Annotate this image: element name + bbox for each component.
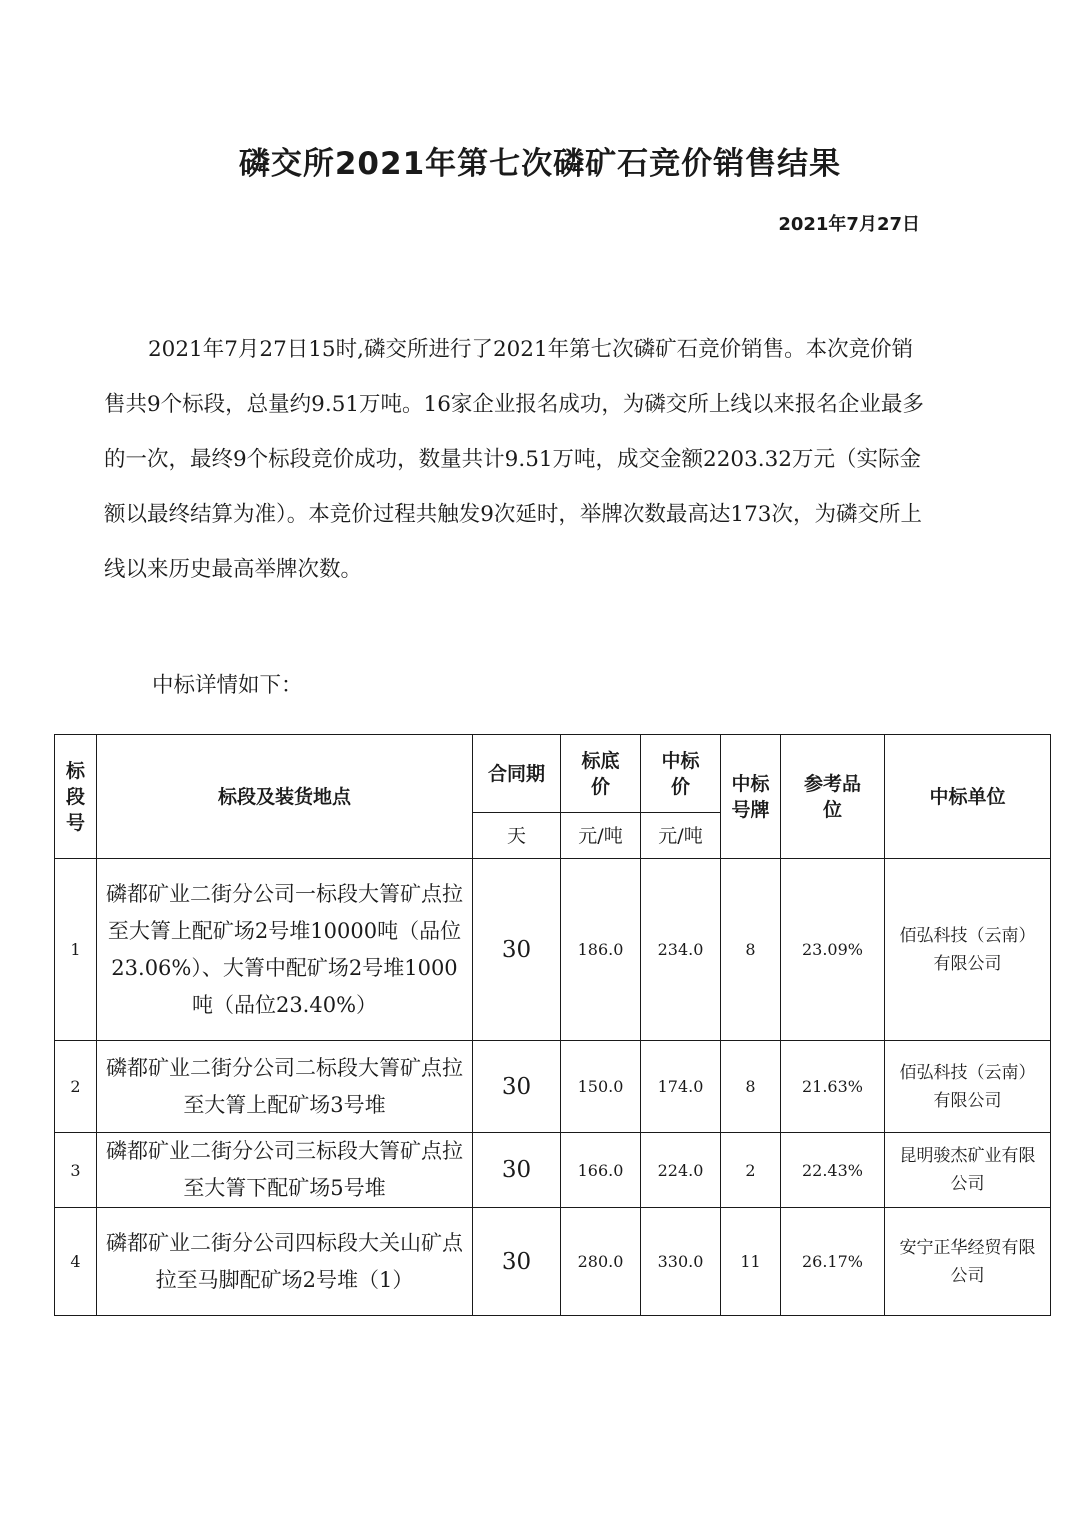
cell-grade: 22.43% bbox=[781, 1133, 885, 1208]
cell-section-no: 2 bbox=[55, 1041, 97, 1133]
cell-winner: 安宁正华经贸有限公司 bbox=[885, 1208, 1051, 1316]
cell-period: 30 bbox=[473, 1041, 561, 1133]
table-row bbox=[55, 1041, 1051, 1133]
header-win-price: 中标价 bbox=[641, 735, 721, 813]
header-grade: 参考品位 bbox=[781, 735, 885, 859]
unit-period: 天 bbox=[473, 813, 561, 859]
cell-winner: 佰弘科技（云南）有限公司 bbox=[885, 859, 1051, 1041]
cell-section-no: 1 bbox=[55, 859, 97, 1041]
unit-win-price: 元/吨 bbox=[641, 813, 721, 859]
cell-win-price: 330.0 bbox=[641, 1208, 721, 1316]
header-period: 合同期 bbox=[473, 735, 561, 813]
cell-section-no: 3 bbox=[55, 1133, 97, 1208]
cell-base-price: 186.0 bbox=[561, 859, 641, 1041]
cell-period: 30 bbox=[473, 1133, 561, 1208]
document-date: 2021年7月27日 bbox=[778, 214, 920, 235]
cell-location: 磷都矿业二街分公司四标段大关山矿点拉至马脚配矿场2号堆（1） bbox=[97, 1208, 473, 1316]
cell-win-price: 174.0 bbox=[641, 1041, 721, 1133]
cell-location: 磷都矿业二街分公司三标段大箐矿点拉至大箐下配矿场5号堆 bbox=[97, 1133, 473, 1208]
cell-bid-no: 8 bbox=[721, 859, 781, 1041]
results-table bbox=[54, 734, 1051, 1316]
header-section-no: 标段号 bbox=[55, 735, 97, 859]
cell-base-price: 280.0 bbox=[561, 1208, 641, 1316]
header-location: 标段及装货地点 bbox=[97, 735, 473, 859]
cell-win-price: 234.0 bbox=[641, 859, 721, 1041]
details-intro: 中标详情如下： bbox=[152, 673, 303, 698]
table-row bbox=[55, 859, 1051, 1041]
table-row bbox=[55, 1133, 1051, 1208]
unit-base-price: 元/吨 bbox=[561, 813, 641, 859]
cell-period: 30 bbox=[473, 1208, 561, 1316]
header-base-price: 标底价 bbox=[561, 735, 641, 813]
cell-section-no: 4 bbox=[55, 1208, 97, 1316]
cell-win-price: 224.0 bbox=[641, 1133, 721, 1208]
cell-bid-no: 11 bbox=[721, 1208, 781, 1316]
header-bid-no: 中标号牌 bbox=[721, 735, 781, 859]
page-title: 磷交所2021年第七次磷矿石竞价销售结果 bbox=[238, 146, 842, 182]
cell-location: 磷都矿业二街分公司一标段大箐矿点拉至大箐上配矿场2号堆10000吨（品位23.06%）、大箐中配矿场2号堆1000吨（品位23.40%） bbox=[97, 859, 473, 1041]
cell-bid-no: 2 bbox=[721, 1133, 781, 1208]
header-winner: 中标单位 bbox=[885, 735, 1051, 859]
cell-location: 磷都矿业二街分公司二标段大箐矿点拉至大箐上配矿场3号堆 bbox=[97, 1041, 473, 1133]
cell-base-price: 150.0 bbox=[561, 1041, 641, 1133]
cell-grade: 26.17% bbox=[781, 1208, 885, 1316]
summary-paragraph: 2021年7月27日15时,磷交所进行了2021年第七次磷矿石竞价销售。本次竞价销售共9个标段，总量约9.51万吨。16家企业报名成功，为磷交所上线以来报名企业最多的一次，最终9个标段竞价成功，数量共计9.51万吨，成交金额2203.32万元（实际金额以最终结算为准）。本竞价过程共触发9次延时，举牌次数最高达173次，为磷交所上线以来历史最高举牌次数。 bbox=[104, 337, 924, 582]
table-row bbox=[55, 1208, 1051, 1316]
cell-base-price: 166.0 bbox=[561, 1133, 641, 1208]
cell-winner: 佰弘科技（云南）有限公司 bbox=[885, 1041, 1051, 1133]
cell-period: 30 bbox=[473, 859, 561, 1041]
cell-bid-no: 8 bbox=[721, 1041, 781, 1133]
cell-grade: 21.63% bbox=[781, 1041, 885, 1133]
cell-grade: 23.09% bbox=[781, 859, 885, 1041]
cell-winner: 昆明骏杰矿业有限公司 bbox=[885, 1133, 1051, 1208]
